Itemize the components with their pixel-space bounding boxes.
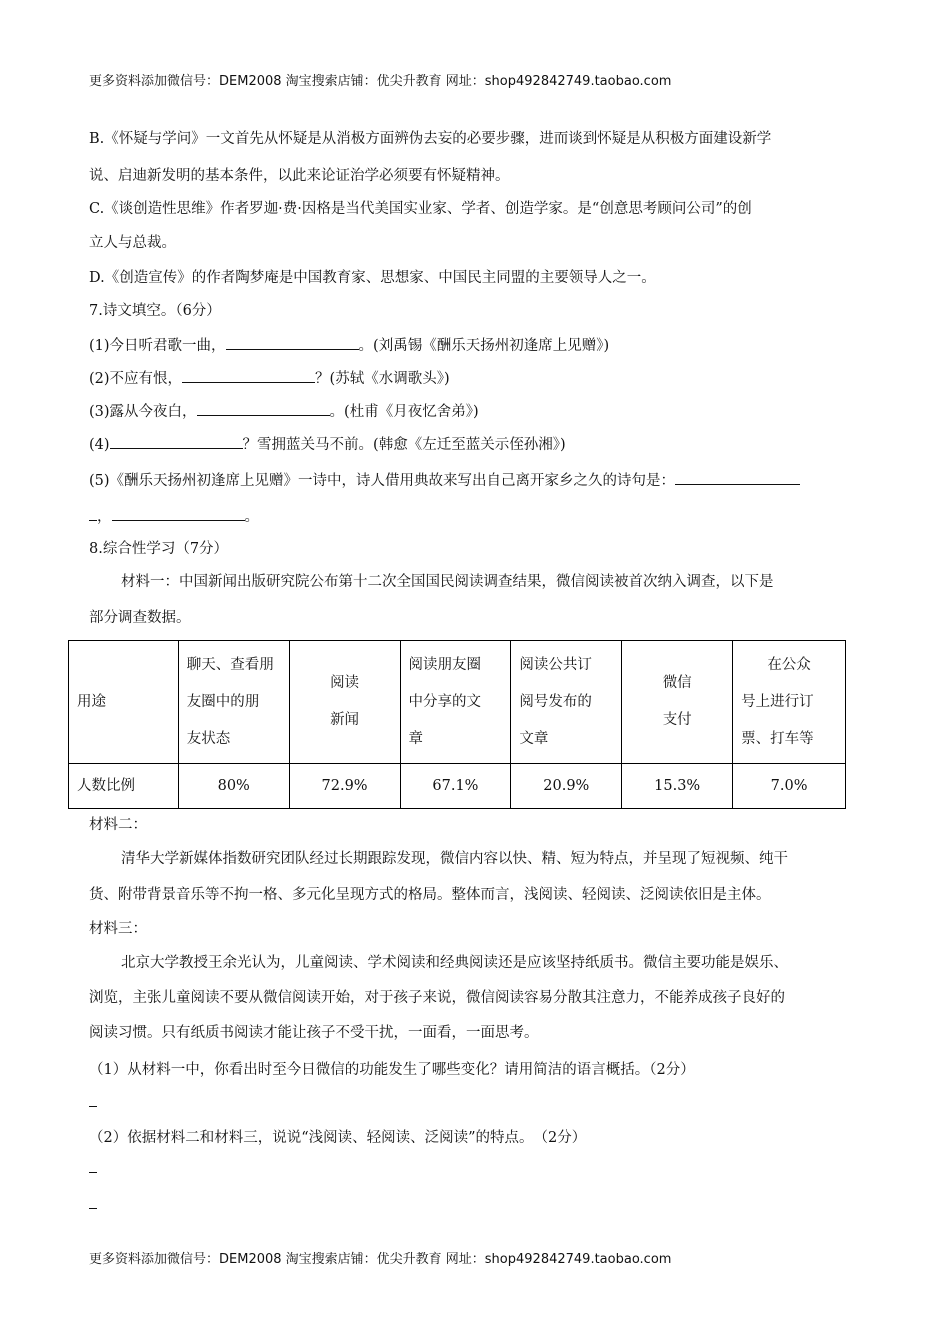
q7-item-5 (89, 470, 869, 491)
q7-item-3-post: 。(杜甫《月夜忆舍弟》) (329, 404, 479, 420)
value-cell: 67.1% (400, 764, 511, 809)
header-cell-moments (400, 641, 511, 764)
q7-item-5-pre: (5)《酬乐天扬州初逢席上见赠》一诗中，诗人借用典故来写出自己离开家乡之久的诗句是： (89, 473, 676, 489)
material-3-label: 材料三： (89, 921, 147, 937)
header-cell-news (289, 641, 400, 764)
header-text: 阅读公共订 (519, 656, 592, 673)
header-text: 新闻 (330, 712, 360, 728)
q7-item-2-pre: (2)不应有恨， (89, 371, 183, 387)
header-text: 阅读朋友圈 (408, 656, 481, 673)
value-cell: 72.9% (289, 764, 400, 809)
header-text: 微信 (662, 675, 692, 691)
survey-table (68, 640, 846, 809)
header-text: 在公众 (767, 656, 811, 673)
q7-item-5-cont (89, 506, 869, 527)
q7-item-1 (89, 335, 869, 356)
q7-item-4-post: ？雪拥蓝关马不前。(韩愈《左迁至蓝关示侄孙湘》) (242, 437, 566, 453)
material-1-line2: 部分调查数据。 (89, 610, 191, 626)
page-footer: 更多资料添加微信号：DEM2008 淘宝搜索店铺：优尖升教育 网址：shop492842749.taobao.com (89, 1252, 672, 1267)
q7-title: 7.诗文填空。（6分） (89, 303, 221, 319)
value-cell: 20.9% (511, 764, 622, 809)
q7-item-4 (89, 434, 869, 455)
material-1-line1: 材料一：中国新闻出版研究院公布第十二次全国国民阅读调查结果，微信阅读被首次纳入调查，以下是 (121, 574, 774, 590)
answer-line-1[interactable] (89, 1106, 97, 1107)
header-cell-booking (733, 641, 846, 764)
q7-item-4-pre: (4) (89, 437, 110, 453)
header-text: 阅号发布的 (519, 693, 592, 710)
answer-line-2[interactable] (89, 1172, 97, 1173)
blank-5b[interactable] (112, 506, 245, 521)
header-text: 票、打车等 (741, 730, 814, 747)
option-c-line1: C.《谈创造性思维》作者罗迦·费·因格是当代美国实业家、学者、创造学家。是“创意思考顾问公司”的创 (89, 201, 752, 217)
q8-sub-question-1: （1）从材料一中，你看出时至今日微信的功能发生了哪些变化？请用简洁的语言概括。（2分） (89, 1062, 695, 1078)
blank-1[interactable] (226, 335, 359, 350)
header-text: 号上进行订 (741, 693, 814, 710)
option-c-line2: 立人与总裁。 (89, 235, 176, 251)
header-cell-public-accounts (511, 641, 622, 764)
blank-2[interactable] (182, 368, 315, 383)
header-cell-payment (622, 641, 733, 764)
q8-sub-question-2: （2）依据材料二和材料三，说说“浅阅读、轻阅读、泛阅读”的特点。 （2分） (89, 1130, 587, 1146)
material-2-line2: 货、附带背景音乐等不拘一格、多元化呈现方式的格局。整体而言，浅阅读、轻阅读、泛阅读依旧是主体。 (89, 887, 771, 903)
value-cell: 80% (178, 764, 289, 809)
page-header: 更多资料添加微信号：DEM2008 淘宝搜索店铺：优尖升教育 网址：shop492842749.taobao.com (89, 74, 672, 89)
material-2-label: 材料二： (89, 817, 147, 833)
header-text: 章 (408, 730, 423, 747)
q7-item-5-mid: ， (97, 509, 112, 525)
q7-item-3-pre: (3)露从今夜白， (89, 404, 197, 420)
blank-5a-cont[interactable] (89, 506, 97, 521)
value-cell: 15.3% (622, 764, 733, 809)
q7-item-5-post: 。 (244, 509, 259, 525)
blank-4[interactable] (110, 434, 243, 449)
header-text: 阅读 (330, 675, 360, 691)
q8-title: 8.综合性学习（7分） (89, 541, 229, 557)
material-2-line1: 清华大学新媒体指数研究团队经过长期跟踪发现，微信内容以快、精、短为特点，并呈现了短视频、纯干 (121, 851, 788, 867)
header-text: 友圈中的朋 (186, 693, 260, 710)
table-row-ratio (69, 764, 846, 809)
q7-item-1-post: 。(刘禹锡《酬乐天扬州初逢席上见赠》) (358, 338, 610, 354)
q7-item-2-post: ？(苏轼《水调歌头》) (315, 371, 450, 387)
header-text: 友状态 (186, 730, 231, 747)
material-3-line1: 北京大学教授王余光认为，儿童阅读、学术阅读和经典阅读还是应该坚持纸质书。微信主要功能是娱乐、 (121, 955, 788, 971)
blank-3[interactable] (197, 401, 330, 416)
header-text: 文章 (519, 730, 549, 747)
material-3-line2: 浏览，主张儿童阅读不要从微信阅读开始，对于孩子来说，微信阅读容易分散其注意力，不能养成孩子良好的 (89, 990, 785, 1006)
header-text: 聊天、查看朋 (186, 656, 274, 673)
header-text: 中分享的文 (408, 693, 481, 710)
q7-item-3 (89, 401, 869, 422)
value-cell: 7.0% (733, 764, 846, 809)
header-text: 支付 (662, 712, 692, 728)
row-label-ratio: 人数比例 (69, 764, 179, 809)
answer-line-3[interactable] (89, 1208, 97, 1209)
blank-5a[interactable] (675, 470, 800, 485)
material-3-line3: 阅读习惯。只有纸质书阅读才能让孩子不受干扰，一面看，一面思考。 (89, 1025, 539, 1041)
q7-item-2 (89, 368, 869, 389)
header-cell-chat (178, 641, 289, 764)
q7-item-1-pre: (1)今日听君歌一曲， (89, 338, 226, 354)
option-b-line2: 说、启迪新发明的基本条件，以此来论证治学必须要有怀疑精神。 (89, 168, 510, 184)
option-b-line1: B.《怀疑与学问》一文首先从怀疑是从消极方面辨伪去妄的必要步骤，进而谈到怀疑是从积极方面建设新学 (89, 131, 772, 147)
option-d: D.《创造宣传》的作者陶梦庵是中国教育家、思想家、中国民主同盟的主要领导人之一。 (89, 270, 656, 286)
row-label-usage: 用途 (69, 641, 179, 764)
table-row-usage (69, 641, 846, 764)
